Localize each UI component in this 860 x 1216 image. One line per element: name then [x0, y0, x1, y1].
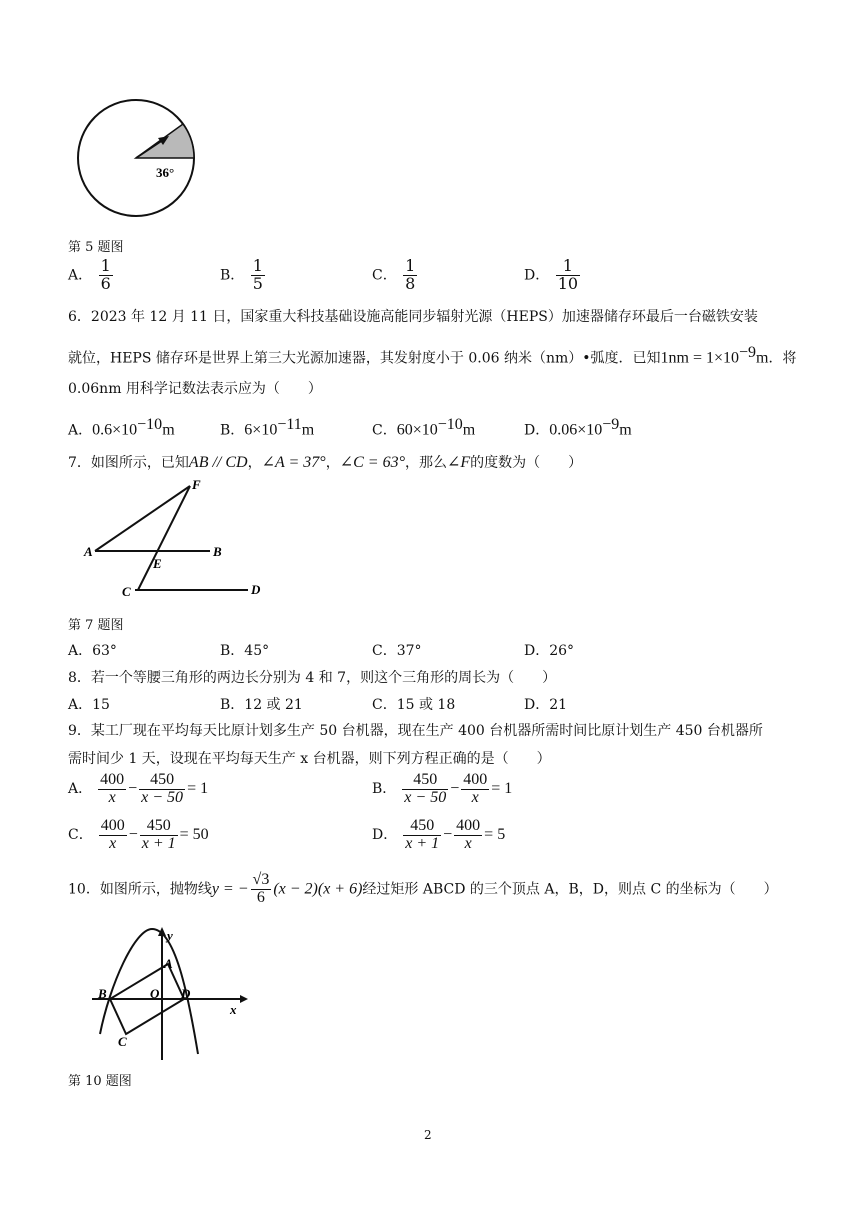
q5-option-c: C． $\frac{1}{8}$ — [372, 256, 416, 293]
q10-label-d: D — [181, 986, 191, 1001]
q9-stem-line2: 需时间少 1 天，设现在平均每天生产 x 台机器，则下列方程正确的是（ ） — [68, 751, 551, 767]
q6-option-b: B．$6\times 10^{-11}m$ — [220, 416, 315, 439]
q8-option-c: C．15 或 18 — [372, 697, 456, 713]
q7-option-b: B．45° — [220, 643, 270, 659]
q9-option-a: A． $\frac{400}{x}$ − $\frac{450}{x - 50}$ = 1 — [68, 771, 209, 806]
q10-label-y: y — [167, 928, 173, 943]
q6-option-d: D．$0.06\times 10^{-9}m$ — [524, 416, 632, 439]
q10-label-c: C — [118, 1034, 127, 1049]
q7-stem: 7．如图所示，已知AB // CD，∠A = 37°，∠C = 63°，那么∠F的度数为（ ） — [68, 454, 583, 471]
q8-stem: 8．若一个等腰三角形的两边长分别为 4 和 7，则这个三角形的周长为（ ） — [68, 670, 557, 686]
q7-option-a: A．63° — [68, 643, 117, 659]
q5-option-b: B． $\frac{1}{5}$ — [220, 256, 263, 293]
q10-label-o: O — [150, 986, 160, 1001]
q7-figure — [80, 476, 280, 606]
q10-label-x: x — [230, 1002, 237, 1017]
q6-option-c: C．$60\times 10^{-10}m$ — [372, 416, 476, 439]
q7-figure-caption: 第 7 题图 — [68, 618, 124, 633]
q10-stem: 10．如图所示，抛物线y = − $\frac{√3}{6}$ (x − 2)(x + 6)经过矩形 ABCD 的三个顶点 A，B，D，则点 C 的坐标为（ ） — [68, 871, 778, 906]
q8-option-d: D．21 — [524, 697, 568, 713]
q8-option-a: A．15 — [68, 697, 110, 713]
q5-figure — [70, 78, 210, 228]
q5-angle-label: 36° — [156, 165, 175, 180]
q6-option-a: A．$0.6\times 10^{-10}m$ — [68, 416, 175, 439]
q9-option-b: B． $\frac{450}{x - 50}$ − $\frac{400}{x}$ = 1 — [372, 771, 513, 806]
q9-stem-line1: 9．某工厂现在平均每天比原计划多生产 50 台机器，现在生产 400 台机器所需时间比原计划生产 450 台机器所 — [68, 723, 763, 739]
q5-option-d: D． $\frac{1}{10}$ — [524, 256, 579, 293]
q5-option-a: A． $\frac{1}{6}$ — [68, 256, 111, 293]
q6-stem-line3: 0.06nm 用科学记数法表示应为（ ） — [68, 381, 322, 397]
q5-figure-caption: 第 5 题图 — [68, 240, 124, 255]
page-number: 2 — [424, 1128, 432, 1142]
q10-label-b: B — [98, 986, 107, 1001]
q7-label-b: B — [213, 544, 222, 559]
q6-stem-line1: 6．2023 年 12 月 11 日，国家重大科技基础设施高能同步辐射光源（HEPS）加速器储存环最后一台磁铁安装 — [68, 309, 758, 325]
q10-figure-caption: 第 10 题图 — [68, 1074, 132, 1089]
q9-option-d: D． $\frac{450}{x + 1}$ − $\frac{400}{x}$ = 5 — [372, 817, 506, 852]
q7-label-c: C — [122, 584, 131, 599]
q7-label-f: F — [192, 477, 201, 492]
q8-option-b: B．12 或 21 — [220, 697, 303, 713]
q10-label-a: A — [164, 956, 173, 971]
q7-label-e: E — [153, 556, 162, 571]
q10-figure — [90, 924, 250, 1064]
q7-option-c: C．37° — [372, 643, 422, 659]
q7-label-d: D — [251, 582, 261, 597]
q7-option-d: D．26° — [524, 643, 575, 659]
q9-option-c: C． $\frac{400}{x}$ − $\frac{450}{x + 1}$ = 50 — [68, 817, 209, 852]
q7-label-a: A — [84, 544, 93, 559]
q6-stem-line2: 就位，HEPS 储存环是世界上第三大光源加速器，其发射度小于 0.06 纳米（nm）•弧度．已知$1nm = 1\times 10^{-9}m$．将 — [68, 344, 797, 367]
